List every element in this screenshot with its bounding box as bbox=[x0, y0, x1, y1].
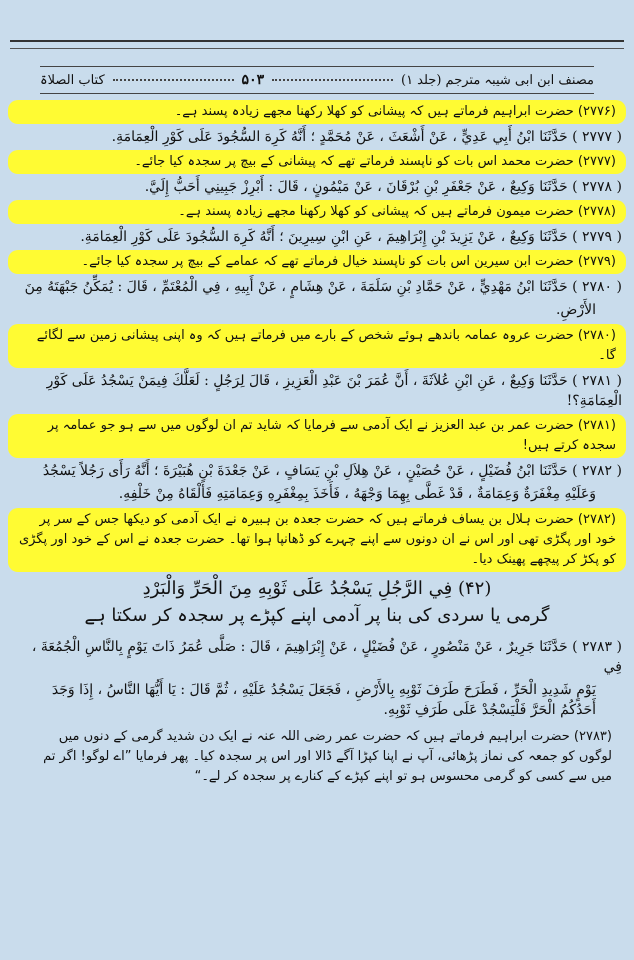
arabic-2783-cont: أَحَدُكُمُ الْحَرَّ فَلْيَسْجُدْ عَلَى طَرَفِ ثَوْبِهِ. bbox=[383, 702, 596, 718]
arabic-2779: ( ۲۷۷۹ ) حَدَّثَنَا وَكِيعٌ ، عَنْ يَزِيدَ بْنِ إِبْرَاهِيمَ ، عَنِ ابْنِ سِيرِينَ ؛ أَنَّهُ كَرِهَ السُّجُودَ عَلَى كَوْرِ الْعِمَامَةِ. bbox=[80, 229, 622, 245]
arabic-2778: ( ۲۷۷۸ ) حَدَّثَنَا وَكِيعٌ ، عَنْ جَعْفَرِ بْنِ بُرْقَانَ ، عَنْ مَيْمُونٍ ، قَالَ : أَبْرِزْ جَبِينِي أَحَبُّ إِلَيَّ. bbox=[144, 179, 622, 195]
translation-2780: (۲۷۸۰) حضرت عروہ عمامہ باندھے ہوئے شخص کے بارے میں فرماتے ہیں کہ وہ اپنی پیشانی زمین سے لگائے گا۔ bbox=[8, 324, 626, 368]
chapter-title: کتاب الصلاۃ bbox=[40, 72, 105, 88]
page-number: ۵۰۳ bbox=[241, 72, 265, 88]
ornament-divider bbox=[272, 79, 393, 81]
arabic-2782: ( ۲۷۸۲ ) حَدَّثَنَا ابْنُ فُضَيْلٍ ، عَنْ حُصَيْنٍ ، عَنْ هِلاَلِ بْنِ يَسَافٍ ، عَنْ جَعْدَةَ بْنِ هُبَيْرَةَ ؛ أَنَّهُ رَأَى رَجُلاً يَسْجُدُ bbox=[42, 463, 622, 479]
page-header bbox=[40, 66, 594, 94]
translation-2782: (۲۷۸۲) حضرت ہلال بن یساف فرماتے ہیں کہ حضرت جعدہ بن ہبیرہ نے ایک آدمی کو دیکھا جس کے سر پر خود اور پگڑی تھی اور اس نے ان دونوں سے اپنے چہرے کو ڈھانپا ہوا تھا۔ حضرت جعدہ نے اس کے خود اور پگڑی کو پکڑ کر پیچھے پھینک دیا۔ bbox=[8, 508, 626, 572]
chapter-heading: (۴۲) فِي الرَّجُلِ يَسْجُدُ عَلَى ثَوْبِهِ مِنَ الْحَرِّ وَالْبَرْدِ bbox=[142, 578, 492, 599]
arabic-2783-cont: يَوْمٍ شَدِيدِ الْحَرِّ ، فَطَرَحَ طَرَفَ ثَوْبِهِ بِالأَرْضِ ، فَجَعَلَ يَسْجُدُ عَلَيْهِ ، ثُمَّ قَالَ : يَا أَيُّهَا النَّاسُ ، إِذَا وَجَدَ bbox=[51, 682, 596, 698]
translation-2779: (۲۷۷۹) حضرت ابن سیرین اس بات کو ناپسند خیال فرماتے تھے کہ عمامے کے بیچ پر سجدہ کیا جائے۔ bbox=[8, 250, 626, 274]
page-border bbox=[10, 40, 624, 56]
arabic-2780: ( ۲۷۸۰ ) حَدَّثَنَا ابْنُ مَهْدِيٍّ ، عَنْ حَمَّادِ بْنِ سَلَمَةَ ، عَنْ هِشَامٍ ، عَنْ أَبِيهِ ، فِي الْمُعْتَمِّ ، قَالَ : يُمَكِّنُ جَبْهَتَهُ مِنَ bbox=[24, 279, 622, 295]
page-content bbox=[8, 100, 626, 790]
translation-2778: (۲۷۷۸) حضرت میمون فرماتے ہیں کہ پیشانی کو کھلا رکھنا مجھے زیادہ پسند ہے۔ bbox=[8, 200, 626, 224]
translation-2783: (۲۷۸۳) حضرت ابراہیم فرماتے ہیں کہ حضرت عمر رضی اللہ عنہ نے ایک دن شدید گرمی کے دنوں میں لوگوں کو جمعہ کی نماز پڑھائی، آپ نے اپنا کپڑا آگے ڈالا اور اس پر سجدہ کیا۔ پھر فرمایا ”اے لوگو! اگر تم میں سے کسی کو گرمی محسوس ہو تو اپنے کپڑے کے کنارے پر سجدہ کر لے۔“ bbox=[43, 729, 612, 784]
arabic-2782-cont: وَعَلَيْهِ مِغْفَرَةٌ وَعِمَامَةٌ ، قَدْ غَطَّى بِهِمَا وَجْهَهُ ، فَأَخَذَ بِمِغْفَرِهِ وَعِمَامَتِهِ فَأَلْقَاهُ مِنْ خَلْفِهِ. bbox=[118, 486, 596, 502]
arabic-2780-cont: الأَرْضِ. bbox=[555, 302, 596, 318]
translation-2776: (۲۷۷۶) حضرت ابراہیم فرماتے ہیں کہ پیشانی کو کھلا رکھنا مجھے زیادہ پسند ہے۔ bbox=[8, 100, 626, 124]
ornament-divider bbox=[113, 79, 234, 81]
arabic-2783: ( ۲۷۸۳ ) حَدَّثَنَا جَرِيرٌ ، عَنْ مَنْصُورٍ ، عَنْ فُضَيْلٍ ، عَنْ إِبْرَاهِيمَ ، قَالَ : صَلَّى عُمَرُ ذَاتَ يَوْمٍ بِالنَّاسِ الْجُمُعَةَ ، فِي bbox=[31, 639, 622, 675]
translation-2781: (۲۷۸۱) حضرت عمر بن عبد العزیز نے ایک آدمی سے فرمایا کہ شاید تم ان لوگوں میں سے ہو جو عمامہ پر سجدہ کرتے ہیں! bbox=[8, 414, 626, 458]
arabic-2777: ( ۲۷۷۷ ) حَدَّثَنَا ابْنُ أَبِي عَدِيٍّ ، عَنْ أَشْعَثَ ، عَنْ مُحَمَّدٍ ؛ أَنَّهُ كَرِهَ السُّجُودَ عَلَى كَوْرِ الْعِمَامَةِ. bbox=[111, 129, 622, 145]
translation-2777: (۲۷۷۷) حضرت محمد اس بات کو ناپسند فرماتے تھے کہ پیشانی کے بیچ پر سجدہ کیا جائے۔ bbox=[8, 150, 626, 174]
arabic-2781: ( ۲۷۸۱ ) حَدَّثَنَا وَكِيعٌ ، عَنِ ابْنِ عُلاَثَةَ ، أَنَّ عُمَرَ بْنَ عَبْدِ الْعَزِيزِ ، قَالَ لِرَجُلٍ : لَعَلَّكَ فِيمَنْ يَسْجُدُ عَلَى كَوْرِ الْعِمَامَةِ؟! bbox=[46, 373, 622, 409]
chapter-subtitle: گرمی یا سردی کی بنا پر آدمی اپنے کپڑے پر سجدہ کر سکتا ہے bbox=[84, 605, 550, 626]
book-title: مصنف ابن ابی شیبہ مترجم (جلد ۱) bbox=[400, 72, 594, 88]
